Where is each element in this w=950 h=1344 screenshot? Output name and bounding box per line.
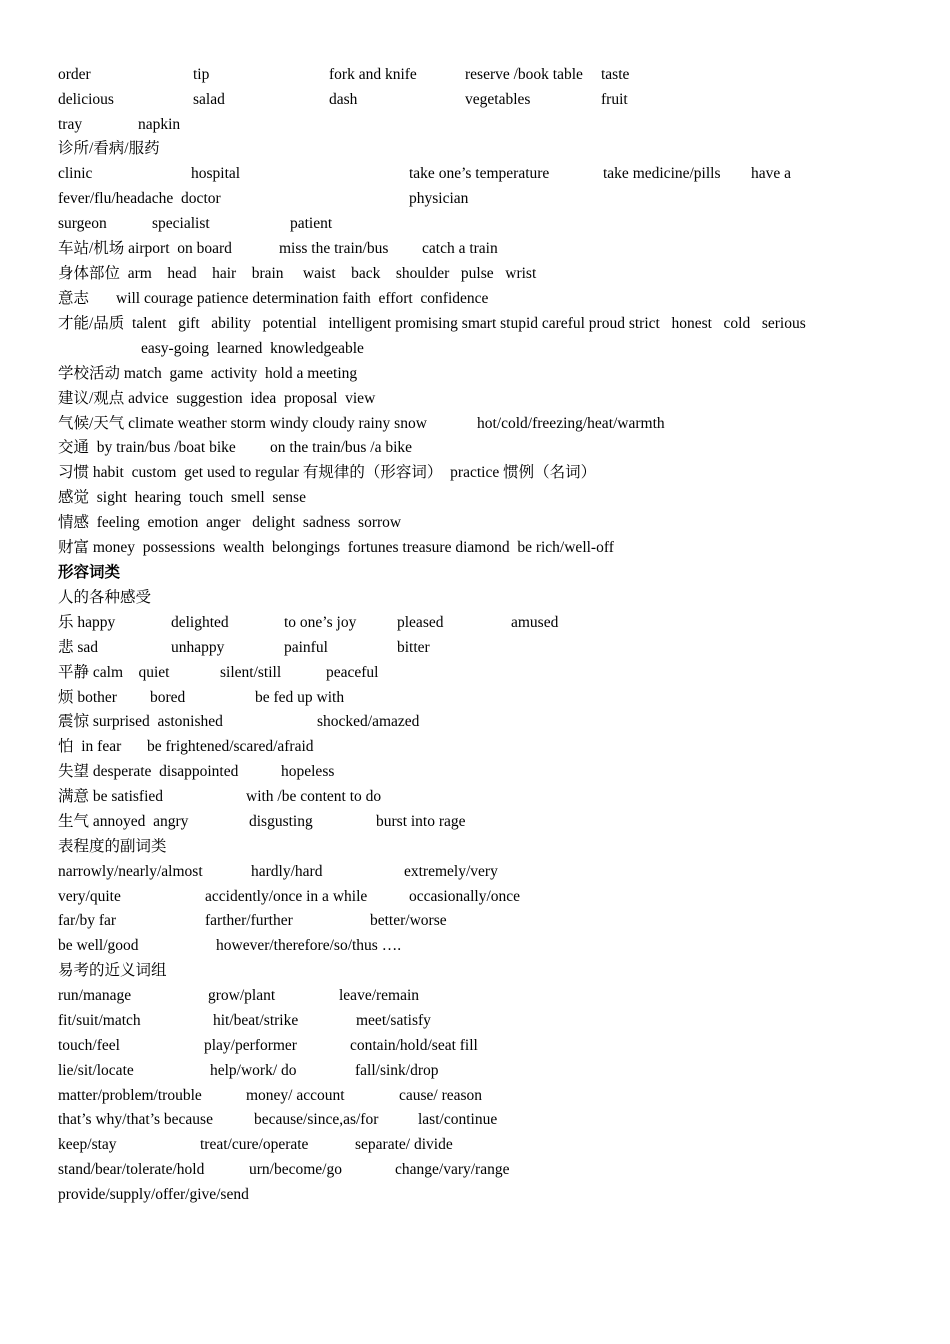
vocab-entry: be frightened/scared/afraid bbox=[147, 738, 314, 755]
vocab-entry: napkin bbox=[138, 116, 181, 133]
vocab-entry: bitter bbox=[397, 639, 430, 656]
vocab-entry: 感觉 sight hearing touch smell sense bbox=[58, 489, 306, 506]
vocab-entry: last/continue bbox=[418, 1111, 498, 1128]
vocab-entry: 车站/机场 airport on board bbox=[58, 240, 232, 257]
vocab-entry: reserve /book table bbox=[465, 66, 583, 83]
vocab-entry: have a bbox=[751, 165, 792, 182]
vocab-entry: easy-going learned knowledgeable bbox=[141, 340, 364, 357]
vocab-entry: specialist bbox=[152, 215, 210, 232]
vocab-entry: delighted bbox=[171, 614, 229, 631]
vocab-entry: contain/hold/seat fill bbox=[350, 1037, 478, 1054]
vocab-entry: extremely/very bbox=[404, 863, 498, 880]
vocab-entry: 习惯 habit custom get used to regular 有规律的（形容词） practice 惯例（名词） bbox=[58, 464, 597, 481]
vocab-entry: delicious bbox=[58, 91, 114, 108]
vocab-entry: hopeless bbox=[281, 763, 335, 780]
vocab-entry: fruit bbox=[601, 91, 628, 108]
vocab-entry: 才能/品质 talent gift ability potential intelligent promising smart stupid careful proud strict honest cold serious bbox=[58, 315, 806, 332]
vocab-entry: 诊所/看病/服药 bbox=[58, 140, 160, 157]
vocab-entry: 交通 by train/bus /boat bike bbox=[58, 439, 236, 456]
vocab-entry: painful bbox=[284, 639, 328, 656]
vocab-entry: clinic bbox=[58, 165, 93, 182]
vocab-entry: 表程度的副词类 bbox=[58, 838, 167, 855]
vocab-entry: cause/ reason bbox=[399, 1087, 483, 1104]
vocab-entry: order bbox=[58, 66, 91, 83]
vocab-entry: separate/ divide bbox=[355, 1136, 453, 1153]
vocab-entry: fit/suit/match bbox=[58, 1012, 141, 1029]
vocab-entry: matter/problem/trouble bbox=[58, 1087, 202, 1104]
vocab-entry: fall/sink/drop bbox=[355, 1062, 439, 1079]
vocab-entry: narrowly/nearly/almost bbox=[58, 863, 203, 880]
vocab-entry: very/quite bbox=[58, 888, 121, 905]
vocab-entry: take medicine/pills bbox=[603, 165, 721, 182]
vocab-entry: 易考的近义词组 bbox=[58, 962, 167, 979]
vocab-entry: run/manage bbox=[58, 987, 132, 1004]
vocab-entry: 意志 bbox=[58, 290, 90, 307]
vocab-entry: miss the train/bus bbox=[279, 240, 389, 257]
vocab-entry: dash bbox=[329, 91, 358, 108]
vocab-entry: bored bbox=[150, 689, 186, 706]
vocab-entry: lie/sit/locate bbox=[58, 1062, 134, 1079]
vocab-entry: 震惊 surprised astonished bbox=[58, 713, 223, 730]
vocab-entry: play/performer bbox=[204, 1037, 297, 1054]
vocab-entry: taste bbox=[601, 66, 630, 83]
vocab-entry: pleased bbox=[397, 614, 444, 631]
vocab-entry: physician bbox=[409, 190, 469, 207]
vocab-entry: touch/feel bbox=[58, 1037, 120, 1054]
vocab-entry: 情感 feeling emotion anger delight sadness sorrow bbox=[58, 514, 402, 531]
vocab-entry: 烦 bother bbox=[58, 689, 117, 706]
vocab-entry: 满意 be satisfied bbox=[58, 788, 164, 805]
vocab-entry: 悲 sad bbox=[58, 639, 99, 656]
vocab-entry: 气候/天气 climate weather storm windy cloudy rainy snow bbox=[58, 415, 427, 432]
vocab-entry: amused bbox=[511, 614, 559, 631]
vocab-entry: stand/bear/tolerate/hold bbox=[58, 1161, 205, 1178]
vocab-entry: disgusting bbox=[249, 813, 313, 830]
vocab-entry: 身体部位 arm head hair brain waist back shoulder pulse wrist bbox=[58, 265, 537, 282]
vocab-entry: keep/stay bbox=[58, 1136, 117, 1153]
vocab-entry: on the train/bus /a bike bbox=[270, 439, 413, 456]
vocab-entry: 财富 money possessions wealth belongings fortunes treasure diamond be rich/well-off bbox=[58, 539, 614, 556]
vocab-entry: fork and knife bbox=[329, 66, 417, 83]
vocab-entry: surgeon bbox=[58, 215, 107, 232]
vocab-entry: hospital bbox=[191, 165, 241, 182]
vocab-entry: 建议/观点 advice suggestion idea proposal view bbox=[58, 390, 376, 407]
vocab-entry: leave/remain bbox=[339, 987, 420, 1004]
vocab-entry: 失望 desperate disappointed bbox=[58, 763, 239, 780]
vocab-entry: fever/flu/headache doctor bbox=[58, 190, 221, 207]
vocab-entry: be well/good bbox=[58, 937, 139, 954]
vocab-entry: catch a train bbox=[422, 240, 498, 257]
vocab-entry: tray bbox=[58, 116, 83, 133]
vocab-entry: peaceful bbox=[326, 664, 379, 681]
vocab-entry: salad bbox=[193, 91, 225, 108]
vocab-entry: hardly/hard bbox=[251, 863, 323, 880]
vocab-entry: treat/cure/operate bbox=[200, 1136, 309, 1153]
vocab-entry: will courage patience determination faith effort confidence bbox=[116, 290, 489, 307]
vocab-entry: grow/plant bbox=[208, 987, 276, 1004]
vocab-entry: burst into rage bbox=[376, 813, 466, 830]
vocab-entry: 人的各种感受 bbox=[58, 589, 152, 606]
vocab-entry: however/therefore/so/thus …. bbox=[216, 937, 402, 954]
vocab-entry: hit/beat/strike bbox=[213, 1012, 299, 1029]
vocab-entry: to one’s joy bbox=[284, 614, 357, 631]
vocab-entry: silent/still bbox=[220, 664, 282, 681]
vocab-entry: 怕 in fear bbox=[58, 738, 122, 755]
vocab-entry: help/work/ do bbox=[210, 1062, 297, 1079]
vocab-entry: hot/cold/freezing/heat/warmth bbox=[477, 415, 665, 432]
vocab-entry: tip bbox=[193, 66, 210, 83]
vocab-entry: be fed up with bbox=[255, 689, 345, 706]
vocab-entry: with /be content to do bbox=[246, 788, 382, 805]
vocab-entry: urn/become/go bbox=[249, 1161, 342, 1178]
vocab-entry: far/by far bbox=[58, 912, 117, 929]
section-heading: 形容词类 bbox=[58, 564, 121, 581]
vocab-entry: money/ account bbox=[246, 1087, 345, 1104]
vocab-entry: that’s why/that’s because bbox=[58, 1111, 213, 1128]
vocab-entry: meet/satisfy bbox=[356, 1012, 431, 1029]
vocab-entry: farther/further bbox=[205, 912, 293, 929]
vocab-entry: occasionally/once bbox=[409, 888, 521, 905]
vocab-entry: vegetables bbox=[465, 91, 531, 108]
vocab-entry: accidently/once in a while bbox=[205, 888, 368, 905]
vocab-entry: 学校活动 match game activity hold a meeting bbox=[58, 365, 358, 382]
vocab-entry: take one’s temperature bbox=[409, 165, 550, 182]
vocab-entry: because/since,as/for bbox=[254, 1111, 379, 1128]
vocab-entry: 生气 annoyed angry bbox=[58, 813, 189, 830]
vocab-entry: shocked/amazed bbox=[317, 713, 420, 730]
vocab-entry: provide/supply/offer/give/send bbox=[58, 1186, 249, 1203]
vocab-entry: 乐 happy bbox=[58, 614, 116, 631]
vocab-entry: better/worse bbox=[370, 912, 447, 929]
vocab-entry: unhappy bbox=[171, 639, 225, 656]
vocab-entry: 平静 calm quiet bbox=[58, 664, 170, 681]
vocab-entry: patient bbox=[290, 215, 333, 232]
vocab-entry: change/vary/range bbox=[395, 1161, 510, 1178]
